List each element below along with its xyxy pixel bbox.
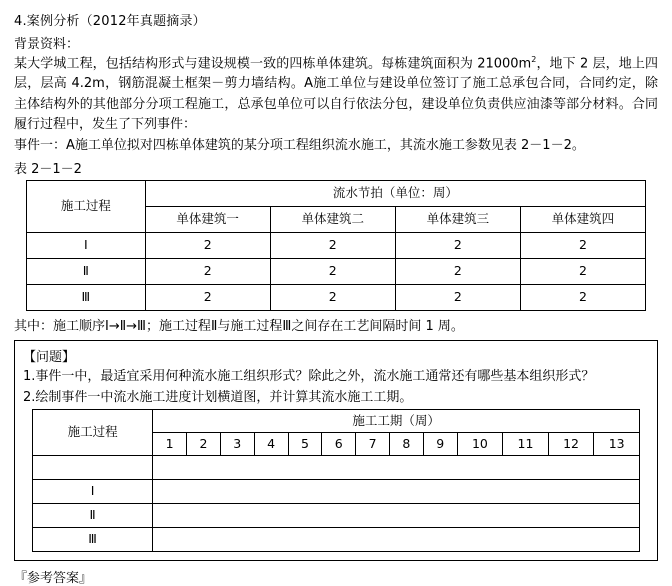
page-title: 4.案例分析（2012年真题摘录） bbox=[14, 14, 206, 29]
schedule-bar-area bbox=[153, 527, 640, 551]
question-item-2: 2.绘制事件一中流水施工进度计划横道图，并计算其流水施工工期。 bbox=[23, 389, 413, 405]
table-header-row bbox=[27, 181, 646, 207]
question-title: 【问题】 bbox=[23, 350, 76, 366]
day-cell: 2 bbox=[187, 432, 221, 455]
cell-value: 2 bbox=[145, 259, 270, 285]
table-note: 其中：施工顺序Ⅰ→Ⅱ→Ⅲ；施工过程Ⅱ与施工过程Ⅲ之间存在工艺间隔时间 1 周。 bbox=[14, 319, 464, 335]
schedule-row bbox=[33, 455, 640, 479]
schedule-gantt-table bbox=[32, 409, 640, 552]
header-group: 流水节拍（单位：周） bbox=[145, 181, 645, 207]
table-row bbox=[27, 285, 646, 311]
day-cell: 4 bbox=[254, 432, 288, 455]
flow-parameters-table bbox=[26, 180, 646, 311]
background-label: 背景资料： bbox=[14, 37, 80, 52]
cell-value: 2 bbox=[145, 233, 270, 259]
day-cell: 10 bbox=[457, 432, 503, 455]
day-cell: 1 bbox=[153, 432, 187, 455]
day-cell: 11 bbox=[503, 432, 549, 455]
row-label: Ⅱ bbox=[27, 259, 146, 285]
row-label: Ⅰ bbox=[27, 233, 146, 259]
header-process: 施工过程 bbox=[27, 181, 146, 233]
header-building-3: 单体建筑三 bbox=[395, 207, 520, 233]
cell-value: 2 bbox=[520, 285, 645, 311]
cell-value: 2 bbox=[520, 259, 645, 285]
background-paragraph-2: 事件一：A施工单位拟对四栋单体建筑的某分项工程组织流水施工，其流水施工参数见表 2－1－2。 bbox=[14, 137, 585, 153]
table-row bbox=[27, 233, 646, 259]
cell-value: 2 bbox=[270, 259, 395, 285]
answer-label: 『参考答案』 bbox=[14, 570, 93, 586]
question-item-1: 1.事件一中，最适宜采用何种流水施工组织形式？除此之外，流水施工通常还有哪些基本组织形式？ bbox=[23, 369, 595, 385]
schedule-row-label bbox=[33, 455, 153, 479]
header-building-4: 单体建筑四 bbox=[520, 207, 645, 233]
day-cell: 12 bbox=[548, 432, 594, 455]
schedule-row-label: Ⅱ bbox=[33, 503, 153, 527]
cell-value: 2 bbox=[395, 285, 520, 311]
schedule-bar-area bbox=[153, 455, 640, 479]
header-building-1: 单体建筑一 bbox=[145, 207, 270, 233]
day-cell: 3 bbox=[220, 432, 254, 455]
schedule-row bbox=[33, 479, 640, 503]
schedule-row bbox=[33, 527, 640, 551]
schedule-row bbox=[33, 503, 640, 527]
schedule-header-process: 施工过程 bbox=[33, 409, 153, 455]
table-caption: 表 2－1－2 bbox=[14, 162, 82, 178]
cell-value: 2 bbox=[145, 285, 270, 311]
day-cell: 5 bbox=[288, 432, 322, 455]
row-label: Ⅲ bbox=[27, 285, 146, 311]
cell-value: 2 bbox=[270, 233, 395, 259]
cell-value: 2 bbox=[520, 233, 645, 259]
schedule-row-label: Ⅰ bbox=[33, 479, 153, 503]
schedule-header-row bbox=[33, 409, 640, 432]
background-paragraph-1: 某大学城工程，包括结构形式与建设规模一致的四栋单体建筑。每栋建筑面积为 $21000m^2$，地下 2 层，地上四层，层高 4.2m，钢筋混凝土框架－剪力墙结构。A施工单位与建设单位签订了施工总承包合同，合同约定，除主体结构外的其他部分分项工程施工，总承包单位可以自行依法分包，建设单位负责供应油漆等部分材料。合同履行过程中，发生了下列事件： bbox=[14, 55, 658, 132]
question-box bbox=[14, 340, 658, 561]
day-cell: 7 bbox=[356, 432, 390, 455]
cell-value: 2 bbox=[395, 259, 520, 285]
schedule-row-label: Ⅲ bbox=[33, 527, 153, 551]
header-building-2: 单体建筑二 bbox=[270, 207, 395, 233]
schedule-bar-area bbox=[153, 479, 640, 503]
schedule-header-group: 施工工期（周） bbox=[153, 409, 640, 432]
day-cell: 9 bbox=[423, 432, 457, 455]
day-cell: 6 bbox=[322, 432, 356, 455]
cell-value: 2 bbox=[395, 233, 520, 259]
day-cell: 13 bbox=[594, 432, 640, 455]
table-row bbox=[27, 259, 646, 285]
cell-value: 2 bbox=[270, 285, 395, 311]
schedule-bar-area bbox=[153, 503, 640, 527]
day-cell: 8 bbox=[389, 432, 423, 455]
